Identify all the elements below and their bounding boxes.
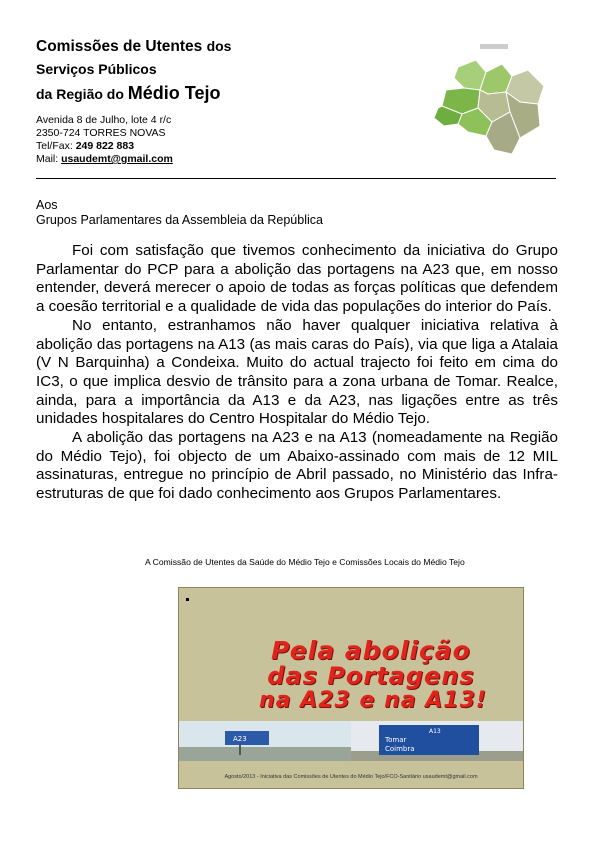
phone: Tel/Fax: 249 822 883 [36,140,135,152]
email: Mail: usaudemt@gmail.com [36,153,173,165]
letter-body [36,242,558,504]
org-title-line3: da Região do Médio Tejo [36,83,221,103]
address-postal: 2350-724 TORRES NOVAS [36,127,166,139]
poster-dot [186,598,189,601]
paragraph-1: Foi com satisfação que tivemos conhecimento da iniciativa do Grupo Parlamentar do PCP para a abolição das portagens na A23 que, em nosso entender, deverá merecer o apoio de todas as forças políticas que defendem a coesão territorial e a qualidade de vida das populações do interior do País. [36,242,558,316]
left-sign-label: A23 [233,735,247,743]
org-title-line1: Comissões de Utentes dos [36,38,232,55]
region-map-icon [428,42,568,166]
right-sign-dest2: Coimbra [385,745,415,753]
org-title-line2: Serviços Públicos [36,61,157,77]
header-divider [36,178,556,179]
right-sign-dest1: Tomar [385,736,407,744]
right-sign-route: A13 [429,728,441,735]
highway-sign-photo-left [179,721,351,761]
poster-slogan-line1: Pela abolição [271,636,471,665]
email-link[interactable]: usaudemt@gmail.com [61,153,173,165]
poster-strip [179,761,523,773]
recipient-salutation: Aos [36,198,58,212]
paragraph-3: A abolição das portagens na A23 e na A13 (nomeadamente na Região do Médio Tejo), foi objecto de um Abaixo-assinado com mais de 12 MIL assinaturas, entregue no princípio de Abril passado, no Ministério das Infra-estruturas de que foi dado conhecimento aos Grupos Parlamentares. [36,429,558,503]
paragraph-2: No entanto, estranhamos não haver qualquer iniciativa relativa à abolição das portagens na A13 (as mais caras do País), via que liga a Atalaia (V N Barquinha) a Condeixa. Muito do actual trajecto foi feito em cima do IC3, o que implica desvio de trânsito para a zona urbana de Tomar. Realce, ainda, para a importância da A13 e da A23, nas ligações entre as três unidades hospitalares do Centro Hospitalar do Médio Tejo. [36,316,558,428]
highway-sign-photo-right [351,721,523,761]
poster-slogan-line2: das Portagens [267,662,475,690]
poster-slogan-line3: na A23 e na A13! [259,688,487,713]
campaign-poster [178,587,524,789]
poster-footer: Agosto/2013 - Iniciativa das Comissões de Utentes do Médio Tejo/FCO-Sanitário usaudemt@gmail.com [224,774,478,780]
address-street: Avenida 8 de Julho, lote 4 r/c [36,114,172,126]
recipient-name: Grupos Parlamentares da Assembleia da República [36,213,323,227]
signature: A Comissão de Utentes da Saúde do Médio Tejo e Comissões Locais do Médio Tejo [145,557,465,567]
